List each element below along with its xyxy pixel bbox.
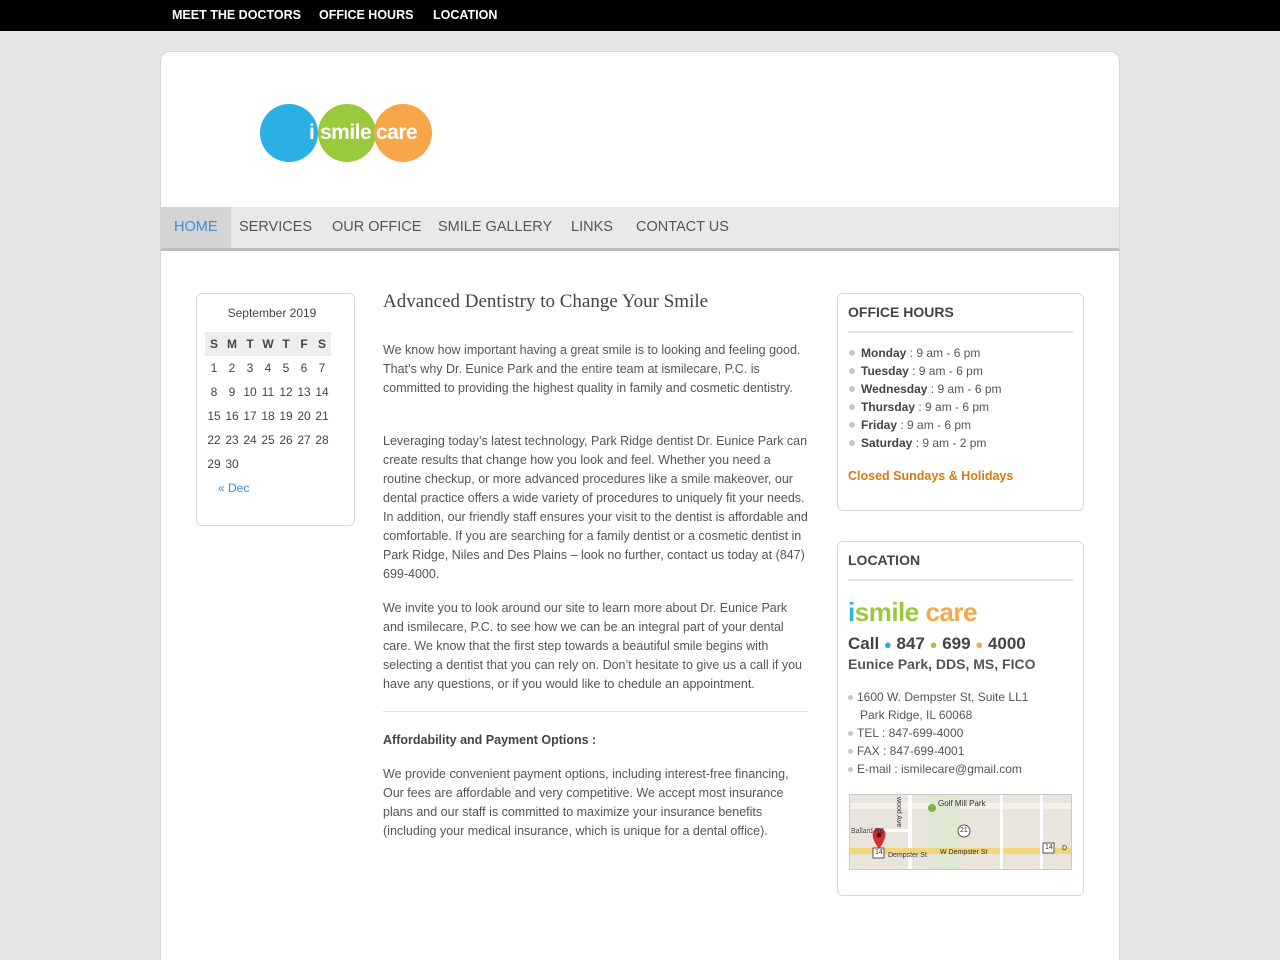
phone-part: 699 xyxy=(942,634,971,653)
nav-smile-gallery[interactable]: SMILE GALLERY xyxy=(438,219,553,235)
calendar-day: 16 xyxy=(225,409,239,423)
calendar-day: 1 xyxy=(210,361,218,375)
hours-time: : 9 am - 2 pm xyxy=(912,436,987,450)
nav-our-office[interactable]: OUR OFFICE xyxy=(332,219,422,235)
bullet-icon xyxy=(849,350,855,356)
top-bar xyxy=(0,0,1280,31)
bullet-icon xyxy=(849,440,855,446)
calendar-table xyxy=(205,332,331,476)
hours-day: Monday xyxy=(861,346,907,360)
map-route-21: 21 xyxy=(960,827,968,834)
content-divider xyxy=(383,711,808,712)
address-line xyxy=(848,760,1028,778)
hours-day: Saturday xyxy=(861,436,913,450)
calendar-day: 15 xyxy=(207,409,221,423)
email-text: E-mail : ismilecare@gmail.com xyxy=(857,762,1022,776)
calendar-week-row xyxy=(205,380,331,404)
bullet-icon xyxy=(848,731,853,736)
payment-paragraph: We provide convenient payment options, including interest-free financing, Our fees are affordable and very competitive. We accept most insurance plans and our staff is committed to maximize your insurance benefits (including your medical insurance, which is unique for a dental office). xyxy=(383,767,789,838)
location-heading: LOCATION xyxy=(848,552,1073,581)
calendar-week-row xyxy=(205,428,331,452)
nav-services[interactable]: SERVICES xyxy=(239,219,313,235)
calendar-day: 18 xyxy=(261,409,275,423)
bullet-icon xyxy=(849,368,855,374)
calendar-day xyxy=(259,452,277,476)
call-line xyxy=(848,634,1026,654)
calendar-prev-link[interactable]: « Dec xyxy=(218,481,250,495)
weekday-header: S xyxy=(205,332,223,356)
logo-text-i: i xyxy=(309,121,315,144)
weekday-header: T xyxy=(277,332,295,356)
nav-contact-us[interactable]: CONTACT US xyxy=(636,219,729,235)
dot-icon: ● xyxy=(883,637,892,652)
map-route-14: 14 xyxy=(1045,844,1053,851)
calendar-day: 14 xyxy=(315,385,329,399)
map-label-ave: wood Ave xyxy=(895,797,902,828)
logo-text-smile: smile xyxy=(320,121,372,144)
calendar-day: 17 xyxy=(243,409,257,423)
calendar-day: 24 xyxy=(243,433,257,447)
hours-time: : 9 am - 6 pm xyxy=(906,346,981,360)
calendar-day: 6 xyxy=(300,361,308,375)
hours-time: : 9 am - 6 pm xyxy=(897,418,972,432)
calendar-day: 26 xyxy=(279,433,293,447)
calendar-day xyxy=(313,452,331,476)
location-logo-smile: smile xyxy=(854,597,919,627)
hours-item xyxy=(849,344,1002,362)
hours-item xyxy=(849,380,1002,398)
weekday-header: F xyxy=(295,332,313,356)
main-nav xyxy=(161,207,1119,251)
page-title: Advanced Dentistry to Change Your Smile xyxy=(383,291,709,312)
address-street: 1600 W. Dempster St, Suite LL1 xyxy=(857,690,1029,704)
hours-time: : 9 am - 6 pm xyxy=(908,364,983,378)
bullet-icon xyxy=(849,422,855,428)
calendar-day: 13 xyxy=(297,385,311,399)
calendar-day: 9 xyxy=(228,385,236,399)
office-hours-heading: OFFICE HOURS xyxy=(848,304,1073,333)
calendar-day: 10 xyxy=(243,385,257,399)
calendar-day: 8 xyxy=(210,385,218,399)
bullet-icon xyxy=(849,386,855,392)
affordability-heading: Affordability and Payment Options : xyxy=(383,733,597,747)
calendar-day: 20 xyxy=(297,409,311,423)
office-hours-widget xyxy=(837,293,1084,511)
map-label-street: Dempster St xyxy=(888,852,927,859)
address-city: Park Ridge, IL 60068 xyxy=(860,708,973,722)
calendar-day: 29 xyxy=(207,457,221,471)
location-widget xyxy=(837,541,1084,896)
hours-day: Wednesday xyxy=(861,382,928,396)
map-route-14: 14 xyxy=(875,849,883,856)
location-logo-i: i xyxy=(848,597,855,627)
calendar-day: 4 xyxy=(264,361,272,375)
call-label: Call xyxy=(848,634,880,653)
calendar-week-row xyxy=(205,404,331,428)
hours-day: Friday xyxy=(861,418,898,432)
calendar-caption: September 2019 xyxy=(227,306,317,320)
address-list xyxy=(848,688,1028,778)
bullet-icon xyxy=(848,695,853,700)
bullet-icon xyxy=(848,749,853,754)
site-logo[interactable] xyxy=(260,104,434,164)
calendar-day: 2 xyxy=(228,361,236,375)
calendar-day: 3 xyxy=(246,361,254,375)
weekday-header: M xyxy=(223,332,241,356)
map-label-road: Ballard Rd xyxy=(851,828,884,835)
calendar-day: 19 xyxy=(279,409,293,423)
nav-links[interactable]: LINKS xyxy=(571,219,613,235)
calendar-widget xyxy=(196,293,355,526)
intro-paragraph: We know how important having a great smile is to looking and feeling good. That’s why Dr. Eunice Park and the entire team at ismilecare, P.C. is committed to providing the highest quality in family and cosmetic dentistry. xyxy=(383,343,801,395)
phone-part: 847 xyxy=(896,634,925,653)
address-line xyxy=(848,724,1028,742)
fax-text: FAX : 847-699-4001 xyxy=(857,744,965,758)
phone-part: 4000 xyxy=(987,634,1026,653)
closed-notice: Closed Sundays & Holidays xyxy=(848,469,1014,483)
dot-icon: ● xyxy=(975,637,984,652)
hours-time: : 9 am - 6 pm xyxy=(927,382,1002,396)
calendar-day: 23 xyxy=(225,433,239,447)
tel-text: TEL : 847-699-4000 xyxy=(857,726,964,740)
dot-icon: ● xyxy=(929,637,938,652)
hours-item xyxy=(849,398,1002,416)
location-logo xyxy=(848,597,977,628)
map-label-street: W Dempster St xyxy=(940,849,988,856)
location-map[interactable] xyxy=(849,794,1072,870)
calendar-day xyxy=(277,452,295,476)
weekday-header: S xyxy=(313,332,331,356)
calendar-week-row xyxy=(205,452,331,476)
office-hours-list xyxy=(849,344,1002,452)
logo-text-care: care xyxy=(376,121,418,144)
calendar-day: 27 xyxy=(297,433,311,447)
bullet-icon xyxy=(849,404,855,410)
calendar-day: 22 xyxy=(207,433,221,447)
calendar-day: 5 xyxy=(282,361,290,375)
hours-day: Thursday xyxy=(861,400,916,414)
hours-time: : 9 am - 6 pm xyxy=(915,400,990,414)
map-label-d: D xyxy=(1062,845,1068,852)
top-nav-meet-the-doctors[interactable]: MEET THE DOCTORS xyxy=(172,8,301,22)
technology-paragraph: Leveraging today’s latest technology, Park Ridge dentist Dr. Eunice Park can create results that change how you look and feel. Whether you need a routine checkup, or more advanced procedures like a smile makeover, our dental practice offers a wide variety of procedures to uniquely fit your needs. In addition, our friendly staff ensures your visit to the dentist is affordable and comfortable. If you are searching for a family dentist or a cosmetic dentist in Park Ridge, Niles and Des Plains – look no further, contact us today at (847) 699-4000. xyxy=(383,434,808,581)
hours-item xyxy=(849,362,1002,380)
hours-item xyxy=(849,434,1002,452)
address-line xyxy=(848,742,1028,760)
calendar-day: 30 xyxy=(225,457,239,471)
calendar-day: 28 xyxy=(315,433,329,447)
address-line xyxy=(848,688,1028,706)
hours-item xyxy=(849,416,1002,434)
calendar-day: 11 xyxy=(261,385,275,399)
calendar-day: 7 xyxy=(318,361,326,375)
doctor-name: Eunice Park, DDS, MS, FICO xyxy=(848,656,1036,672)
weekday-header: W xyxy=(259,332,277,356)
calendar-week-row xyxy=(205,356,331,380)
hours-day: Tuesday xyxy=(861,364,909,378)
invite-paragraph: We invite you to look around our site to learn more about Dr. Eunice Park and ismilecare, P.C. to see how we can be an integral part of your dental care. We know that the first step towards a beautiful smile begins with selecting a dentist that you can rely on. Don’t hesitate to give us a call if you have any questions, or if you would like to chedule an appointment. xyxy=(383,601,802,691)
calendar-day: 12 xyxy=(279,385,293,399)
bullet-icon xyxy=(848,767,853,772)
calendar-day: 21 xyxy=(315,409,329,423)
location-logo-care: care xyxy=(925,597,977,627)
calendar-day xyxy=(295,452,313,476)
weekday-header: T xyxy=(241,332,259,356)
nav-home[interactable]: HOME xyxy=(161,207,231,248)
calendar-day xyxy=(241,452,259,476)
calendar-day: 25 xyxy=(261,433,275,447)
top-nav-office-hours[interactable]: OFFICE HOURS xyxy=(319,8,414,22)
top-nav-location[interactable]: LOCATION xyxy=(433,8,498,22)
calendar-weekday-row xyxy=(205,332,331,356)
map-label-park: Golf Mill Park xyxy=(938,799,986,808)
